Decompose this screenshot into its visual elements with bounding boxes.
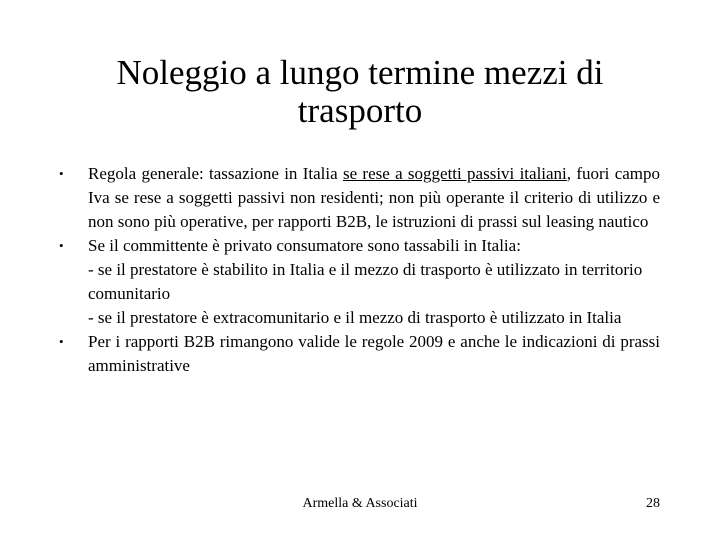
bullet-text: Se il committente è privato consumatore sono tassabili in Italia: <box>88 236 521 255</box>
bullet-text: Per i rapporti B2B rimangono valide le regole 2009 e anche le indicazioni di prassi amministrative <box>88 332 660 375</box>
bullet-item <box>56 162 660 234</box>
bullet-item <box>56 330 660 378</box>
sub-item: - se il prestatore è extracomunitario e il mezzo di trasporto è utilizzato in Italia <box>88 308 622 327</box>
footer-text: Armella & Associati <box>302 496 418 511</box>
bullet-text <box>88 162 660 234</box>
sub-item: - se il prestatore è stabilito in Italia e il mezzo di trasporto è utilizzato in territorio comunitario <box>88 260 643 303</box>
bullet-text-end: , fuori campo Iva se rese a soggetti passivi non residenti; non più operante il criterio di utilizzo e non sono più operative, per rapporti B2B, le istruzioni di prassi sul leasing nautico <box>88 164 661 231</box>
bullet-list <box>56 162 660 378</box>
page-number: 28 <box>646 496 660 511</box>
underlined-phrase: se rese a soggetti passivi italiani <box>342 164 567 183</box>
bullet-icon: • <box>59 334 64 349</box>
slide-title: Noleggio a lungo termine mezzi di trasporto <box>116 53 604 130</box>
bullet-item <box>56 234 660 330</box>
bullet-icon: • <box>59 166 64 181</box>
bullet-icon: • <box>59 238 64 253</box>
bullet-text-start: Regola generale: tassazione in Italia <box>88 164 343 183</box>
